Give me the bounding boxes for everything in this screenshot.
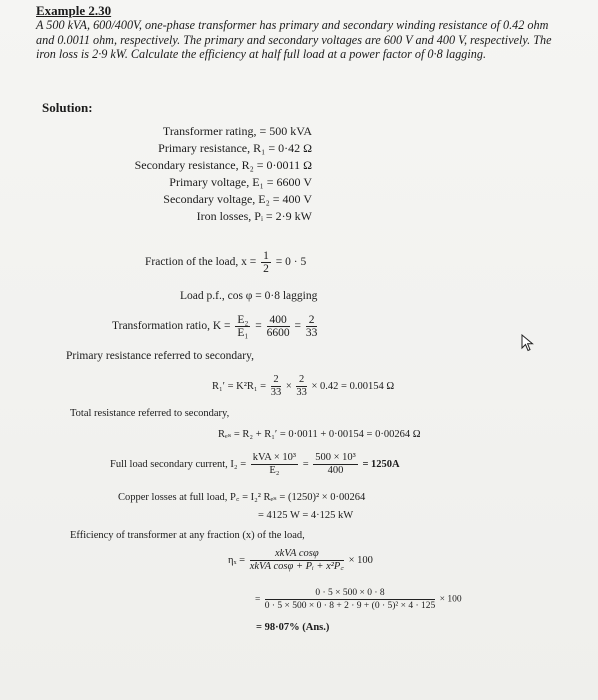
- r1-prime-line: R₁′ = K²R₁ = $\frac{2}{33}$ × $\frac{2}{33}$ × 0.42 = 0.00154 Ω: [212, 374, 395, 398]
- transformation-ratio-line: Transformation ratio, K = $\frac{\text{E₂}}{\text{E₁}}$ = $\frac{400}{6600}$ = $\frac{2}{33}$: [112, 314, 318, 339]
- frac-num: E₂: [237, 314, 249, 326]
- given-secondary-resistance: Secondary resistance, R₂ = 0·0011 Ω: [134, 158, 312, 172]
- copper-loss-line-1: Copper losses at full load, P꜀ = I₂² Rₑₛ = (1250)² × 0·00264: [118, 492, 366, 503]
- frac-num: kVA × 10³: [252, 452, 297, 463]
- frac-e2-e1: [235, 314, 250, 339]
- frac-400-6600: [267, 314, 290, 339]
- frac-kva-e2: [251, 452, 298, 477]
- primary-ref-label: Primary resistance referred to secondary,: [66, 350, 254, 362]
- flc-result: = 1250A: [362, 458, 400, 470]
- fraction-load-line: [145, 250, 306, 275]
- frac-2-33: [306, 314, 318, 339]
- frac-500-400: [313, 452, 358, 477]
- fraction-load-prefix: Fraction of the load, x =: [145, 256, 257, 269]
- frac-den: xkVA cosφ + Pᵢ + x²P꜀: [249, 561, 344, 572]
- frac-den: 33: [296, 387, 307, 398]
- given-primary-voltage: Primary voltage, E₁ = 6600 V: [169, 175, 312, 189]
- fraction-load-suffix: = 0 · 5: [275, 256, 307, 269]
- efficiency-label: Efficiency of transformer at any fraction (x) of the load,: [70, 530, 305, 541]
- copper-loss-line-2: = 4125 W = 4·125 kW: [258, 510, 354, 521]
- mouse-cursor-icon: [521, 334, 535, 357]
- load-pf-line: Load p.f., cos φ = 0·8 lagging: [180, 290, 318, 302]
- given-primary-resistance: Primary resistance, R₁ = 0·42 Ω: [158, 141, 312, 155]
- eff-prefix: ηₓ =: [228, 554, 246, 566]
- frac-den: E₂: [269, 465, 280, 476]
- given-rating: Transformer rating, = 500 kVA: [162, 124, 312, 138]
- given-secondary-voltage: Secondary voltage, E₂ = 400 V: [163, 192, 312, 206]
- frac-den: 6600: [266, 327, 290, 339]
- req-line: Rₑₛ = R₂ + R₁′ = 0·0011 + 0·00154 = 0·00264 Ω: [218, 429, 421, 440]
- efficiency-substitution-line: = $\frac{0 \cdot 5 \times 500 \times 0 \cdot 8}{\text{0 · 5 × 500 × 0 · 8 + 2 · 9 + (0 · 5)² × 4 · 125}}$ × 100: [255, 588, 462, 611]
- frac-den: 33: [270, 387, 282, 398]
- r1-prime-suffix: × 0.42 = 0.00154 Ω: [311, 380, 395, 392]
- solution-label: Solution:: [42, 100, 93, 115]
- frac-den: 33: [305, 327, 318, 339]
- frac-den: 0 · 5 × 500 × 0 · 8 + 2 · 9 + (0 · 5)² × 4 · 125: [264, 601, 436, 611]
- eff-sub-suffix: × 100: [439, 594, 462, 605]
- eff-suffix: × 100: [348, 554, 373, 566]
- efficiency-formula-line: [228, 548, 373, 573]
- frac-den: 400: [327, 465, 344, 476]
- r1-prime-prefix: R₁′ = K²R₁ =: [212, 380, 267, 392]
- problem-statement: A 500 kVA, 600/400V, one-phase transformer has primary and secondary winding resistance of 0.42 ohm and 0.0011 ohm, respectively. The primary and secondary voltages are 600 V and 400 V, respectively. The iron loss is 2·9 kW. Calculate the efficiency at half full load at a power factor of 0·8 lagging.: [36, 18, 552, 62]
- given-iron-losses: Iron losses, Pᵢ = 2·9 kW: [196, 209, 312, 223]
- total-res-label: Total resistance referred to secondary,: [70, 408, 230, 419]
- frac-num: 400: [267, 314, 290, 327]
- frac-num: 2: [306, 314, 318, 327]
- frac-den: E₁: [237, 327, 249, 339]
- eff-substitution-fraction: [265, 587, 436, 612]
- frac-num: 2: [271, 374, 282, 387]
- fraction-den: 2: [263, 263, 269, 275]
- transformation-prefix: Transformation ratio, K =: [112, 320, 231, 333]
- eff-formula-fraction: [250, 548, 344, 573]
- fraction-load-fraction: [261, 250, 271, 275]
- frac-2-33-b: [296, 374, 307, 399]
- frac-num: 2: [296, 374, 307, 387]
- fraction-num: 1: [263, 250, 269, 262]
- flc-prefix: Full load secondary current, I₂ =: [110, 458, 247, 470]
- frac-2-33-a: [271, 374, 282, 399]
- frac-num: 0 · 5 × 500 × 0 · 8: [265, 587, 436, 600]
- efficiency-result: = 98·07% (Ans.): [256, 622, 330, 633]
- frac-num: 500 × 10³: [315, 452, 356, 463]
- given-values: [0, 124, 312, 224]
- full-load-current-line: Full load secondary current, I₂ = $\frac{\text{kVA × 10³}}{\text{E₂}}$ = $\frac{\text{500 × 10³}}{400}$ = 1250A: [110, 452, 400, 476]
- frac-num: xkVA cosφ: [250, 548, 344, 561]
- example-title: Example 2.30: [36, 3, 112, 18]
